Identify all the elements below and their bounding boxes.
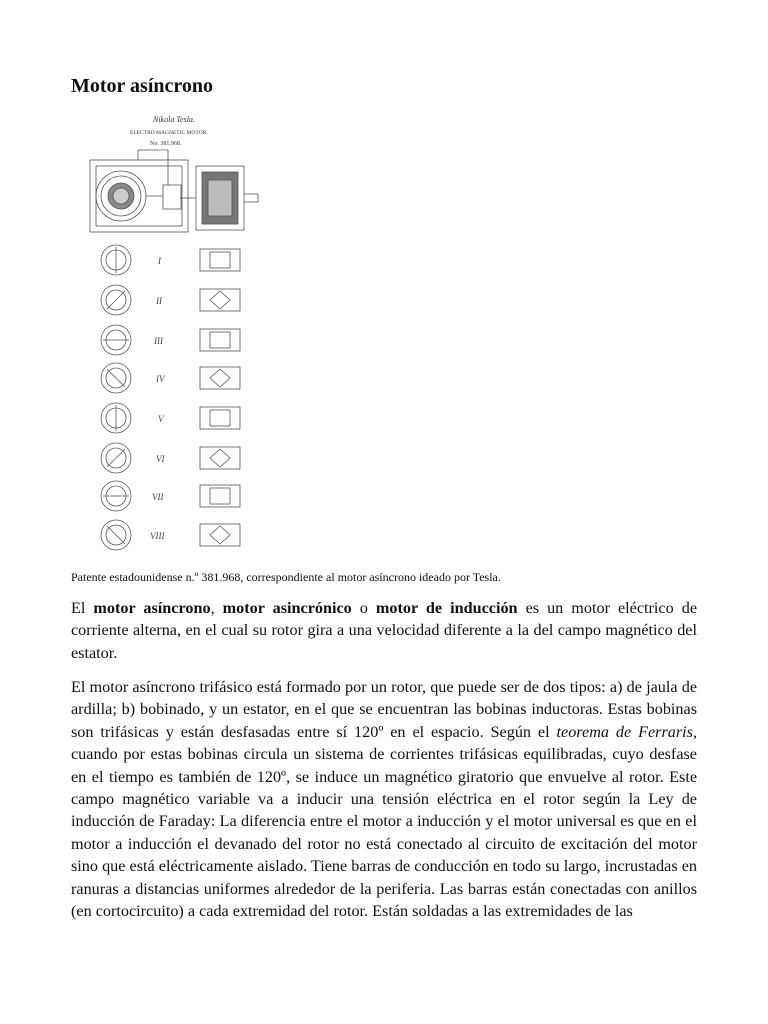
patent-drawing <box>88 110 278 560</box>
coil-diagram <box>200 367 240 389</box>
stage-row <box>101 443 240 473</box>
stage-row <box>101 481 240 511</box>
motor-assembly-drawing <box>90 150 258 232</box>
coil-core <box>210 410 230 426</box>
intro-definition: es un motor eléctrico de corriente alterna, en el cual su rotor gira a una velocidad diferente a la del campo magnético del estator. <box>71 599 698 662</box>
stage-row <box>101 363 240 393</box>
stage-label: I <box>158 256 161 266</box>
intro-paragraph <box>71 597 697 664</box>
stage-label: II <box>156 296 162 306</box>
patent-title: ELECTRO MAGNETIC MOTOR. <box>130 130 208 136</box>
patent-signature: Nikola Tesla. <box>153 115 195 124</box>
intro-prefix: El <box>71 599 94 617</box>
stage-row <box>101 325 240 355</box>
field-axis <box>107 449 125 467</box>
coil-core <box>210 252 230 268</box>
patent-number: No. 381,968. <box>150 141 182 147</box>
coil-diagram <box>200 289 240 311</box>
stage-label: III <box>154 336 163 346</box>
page-title: Motor asíncrono <box>71 75 214 97</box>
figure-caption: Patente estadounidense n.º 381.968, correspondiente al motor asíncrono ideado por Tesla. <box>71 570 501 584</box>
patent-figure <box>88 110 278 560</box>
coil-diagram <box>200 447 240 469</box>
intro-separator: o <box>351 599 376 617</box>
ferraris-theorem-link: teorema de Ferraris <box>556 722 693 741</box>
stage-label: VIII <box>150 531 165 541</box>
term-motor-asincrono: motor asíncrono <box>93 599 211 617</box>
stage-rows <box>101 245 240 550</box>
intro-separator: , <box>210 599 223 617</box>
stage-row <box>101 245 240 275</box>
term-motor-de-induccion: motor de inducción <box>375 599 518 617</box>
coil-core <box>210 369 230 387</box>
field-axis <box>107 369 125 387</box>
stage-row <box>101 403 240 433</box>
stage-label: IV <box>156 374 165 384</box>
term-motor-asincronico: motor asincrónico <box>222 599 352 617</box>
coil-core <box>210 488 230 504</box>
coil-core <box>210 291 230 309</box>
coil-core <box>210 526 230 544</box>
coil-diagram <box>200 524 240 546</box>
stage-row <box>101 520 240 550</box>
coil-core <box>210 332 230 348</box>
stage-label: VII <box>152 492 164 502</box>
stage-row <box>101 285 240 315</box>
stage-label: V <box>158 414 164 424</box>
field-axis <box>107 526 125 544</box>
body-text-continued: , cuando por estas bobinas circula un sistema de corrientes trifásicas equilibradas, cuyo desfase en el tiempo es también de 120º, se induce un magnético giratorio que envuelve al rotor. Este campo magnético variable va a inducir una tensión eléctrica en el rotor según la Ley de inducción de Faraday: La diferencia entre el motor a inducción y el motor universal es que en el motor a inducción el devanado del rotor no está conectado al circuito de excitación del motor sino que está eléctricamente aislado. Tiene barras de conducción en todo su largo, incrustadas en ranuras a distancias uniformes alrededor de la periferia. Las barras están conectadas con anillos (en cortocircuito) a cada extremidad del rotor. Están soldadas a las extremidades de las <box>71 722 697 921</box>
body-paragraph <box>71 676 697 922</box>
body-text: El motor asíncrono trifásico está formado por un rotor, que puede ser de dos tipos: a) de jaula de ardilla; b) bobinado, y un estator, en el que se encuentran las bobinas inductoras. Estas bobinas son trifásicas y están desfasadas entre sí 120º en el espacio. Según el <box>71 678 697 741</box>
coil-core <box>210 449 230 467</box>
stage-label: VI <box>156 454 165 464</box>
field-axis <box>107 291 125 309</box>
